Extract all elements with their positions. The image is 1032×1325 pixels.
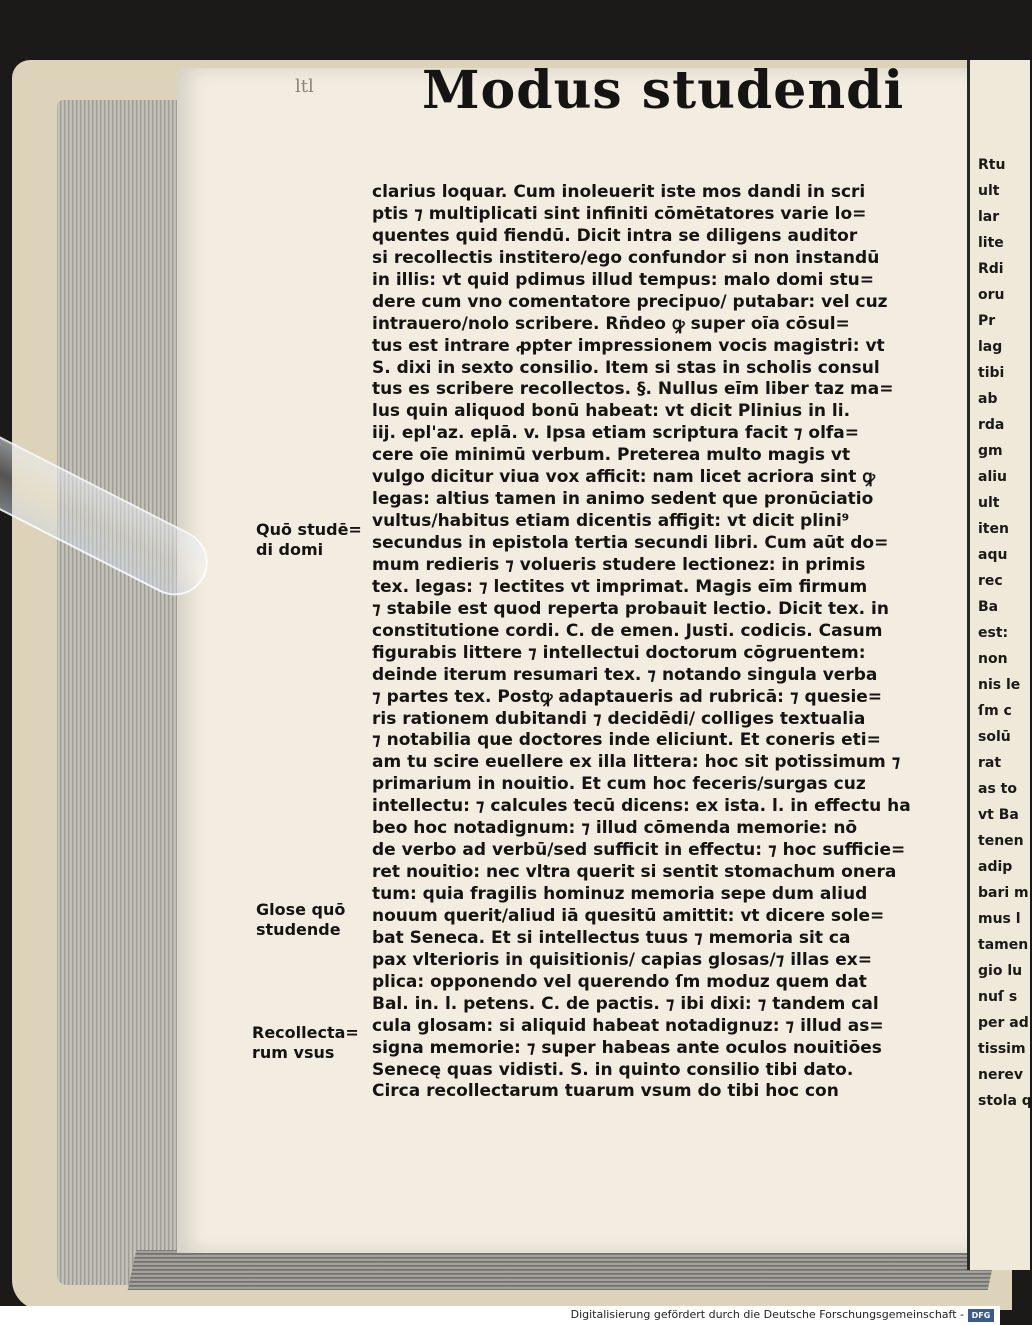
text-line: ret nouitio: nec vltra querit si sentit stomachum onera [372,862,897,883]
text-line: intellectu: ⁊ calcules tecū dicens: ex ista. l. in effectu ha [372,796,911,817]
right-page-fragment: lag [978,339,1003,355]
right-page-fragment: lar [978,209,1000,225]
text-line: S. dixi in sexto consilio. Item si stas in scholis consul [372,357,880,378]
right-page-fragment: Rtu [978,157,1006,173]
right-page-fragment: per ad [978,1015,1029,1031]
right-page-fragment: rec [978,573,1003,589]
running-header: Modus studendi [422,60,905,121]
text-line: pax vlterioris in quisitionis/ capias glosas/⁊ illas ex= [372,949,872,970]
text-line: legas: altius tamen in animo sedent que pronūciatio [372,489,874,510]
margin-note-line: rum vsus [252,1043,335,1062]
text-line: Bal. in. l. petens. C. de pactis. ⁊ ibi dixi: ⁊ tandem cal [372,993,879,1014]
text-line: Senecę quas vidisti. S. in quinto consilio tibi dato. [372,1059,854,1080]
text-line: cere oīe minimū verbum. Preterea multo magis vt [372,445,851,466]
right-page-fragment: lite [978,235,1004,251]
right-page-fragment: iten [978,521,1009,537]
text-line: clarius loquar. Cum inoleuerit iste mos dandi in scri [372,182,866,202]
page-bottom-edges [128,1250,997,1290]
text-line: beo hoc notadignum: ⁊ illud cōmenda memorie: nō [372,818,858,839]
margin-note-line: studende [256,920,341,939]
right-page-fragment: bari m [978,885,1029,901]
text-line: figurabis littere ⁊ intellectui doctorum cōgruentem: [372,642,866,663]
text-line: ris rationem dubitandi ⁊ decidēdi/ colliges textualia [372,708,866,729]
right-page-fragment: mus l [978,911,1021,927]
margin-note-line: Quō studē= [256,520,362,539]
text-line: signa memorie: ⁊ super habeas ante oculos nouitiōes [372,1037,882,1058]
margin-note-recollections [252,1023,370,1063]
margin-note-study-at-home [256,520,374,560]
right-page-fragment: oru [978,287,1005,303]
right-page-fragment: ult [978,183,1000,199]
text-line: Circa recollectarum tuarum vsum do tibi hoc con [372,1081,839,1102]
right-page-fragment: tenen [978,833,1024,849]
text-line: tum: quia fragilis hominuz memoria sepe dum aliud [372,884,868,904]
text-line: vulgo dicitur viua vox afficit: nam licet acriora sint ꝙ [372,467,876,488]
folio-number: ltl [295,76,314,97]
text-line: intrauero/nolo scribere. Rn̄deo ꝙ super oīa cōsul= [372,313,850,334]
text-line: in illis: vt quid pdimus illud tempus: malo domi stu= [372,269,874,290]
right-page-fragments [978,152,1032,1114]
right-page-fragment: ab [978,391,998,407]
right-page-fragment: vt Ba [978,807,1019,823]
text-line: tus es scribere recollectos. §. Nullus eīm liber taz ma= [372,379,894,400]
right-page-fragment: ult [978,495,1000,511]
right-page-fragment: ſm c [978,703,1012,719]
text-line: lus quin aliquod bonū habeat: vt dicit Plinius in li. [372,401,851,422]
text-line: vultus/habitus etiam dicentis affigit: vt dicit plini⁹ [372,511,850,532]
right-page-fragment: solū [978,729,1011,745]
footer-bar [0,1306,1000,1325]
right-page-fragment: Rdi [978,261,1004,277]
text-line: iij. epl'az. eplā. v. Ipsa etiam scriptura facit ⁊ olfa= [372,423,860,444]
text-line: am tu scire euellere ex illa littera: hoc sit potissimum ⁊ [372,752,901,773]
right-page-fragment: tamen [978,937,1029,953]
right-page-fragment: non [978,651,1008,667]
text-line: ⁊ notabilia que doctores inde eliciunt. Et coneris eti= [372,730,881,751]
margin-note-glosses [256,900,374,940]
text-line: dere cum vno comentatore precipuo/ putabar: vel cuz [372,291,888,312]
right-page-fragment: Pr [978,313,996,329]
right-page-fragment: nerev [978,1067,1023,1083]
text-line: quentes quid fiendū. Dicit intra se diligens auditor [372,225,858,246]
text-line: constitutione cordi. C. de emen. Justi. codicis. Casum [372,620,883,641]
right-page-edge [967,60,1030,1270]
right-page-fragment: rat [978,755,1002,771]
right-page-fragment: as to [978,781,1017,797]
right-page-fragment: nis le [978,677,1021,693]
text-line: plica: opponendo vel querendo ſm moduz quem dat [372,971,867,992]
right-page-fragment: tissim [978,1041,1026,1057]
text-line: ⁊ stabile est quod reperta probauit lectio. Dicit tex. in [372,598,889,619]
right-page-fragment: rda [978,417,1005,433]
book-binding [12,60,1032,1310]
text-line: tus est intrare ꝓpter impressionem vocis magistri: vt [372,335,885,356]
text-line: deinde iterum resumari tex. ⁊ notando singula verba [372,664,878,685]
text-line: secundus in epistola tertia secundi libri. Cum aūt do= [372,533,889,553]
text-line: de verbo ad verbū/sed sufficit in effectu: ⁊ hoc sufficie= [372,840,906,861]
text-line: cula glosam: si aliquid habeat notadignuz: ⁊ illud as= [372,1015,884,1036]
margin-note-line: di domi [256,540,324,559]
right-page-fragment: gio lu [978,963,1023,979]
body-text [372,182,911,1103]
text-line: mum redieris ⁊ volueris studere lectionez: in primis [372,554,866,575]
text-line: ptis ⁊ multiplicati sint infiniti cōmētatores varie lo= [372,203,867,224]
right-page-fragment: gm [978,443,1003,459]
dfg-logo: DFG [968,1309,994,1322]
text-line: nouum querit/aliud iā quesitū amittit: vt dicere sole= [372,905,885,926]
margin-note-line: Glose quō [256,900,346,919]
right-page-fragment: est: [978,625,1009,641]
right-page-fragment: aliu [978,469,1008,485]
right-page-fragment: stola q [978,1093,1032,1109]
text-line: primarium in nouitio. Et cum hoc feceris/surgas cuz [372,774,866,795]
right-page-fragment: aqu [978,547,1008,563]
funding-credit: Digitalisierung gefördert durch die Deutsche Forschungsgemeinschaft - [570,1308,964,1321]
text-line: si recollectis institero/ego confundor si non instandū [372,247,880,268]
text-line: ⁊ partes tex. Postꝙ adaptaueris ad rubricā: ⁊ quesie= [372,686,883,707]
left-page [177,60,972,1253]
right-page-fragment: tibi [978,365,1005,381]
text-line: tex. legas: ⁊ lectites vt imprimat. Magis eīm firmum [372,576,868,597]
right-page-fragment: adip [978,859,1013,875]
right-page-fragment: Ba [978,599,999,615]
margin-note-line: Recollecta= [252,1023,359,1042]
right-page-fragment: nuſ s [978,989,1018,1005]
text-line: bat Seneca. Et si intellectus tuus ⁊ memoria sit ca [372,927,851,948]
